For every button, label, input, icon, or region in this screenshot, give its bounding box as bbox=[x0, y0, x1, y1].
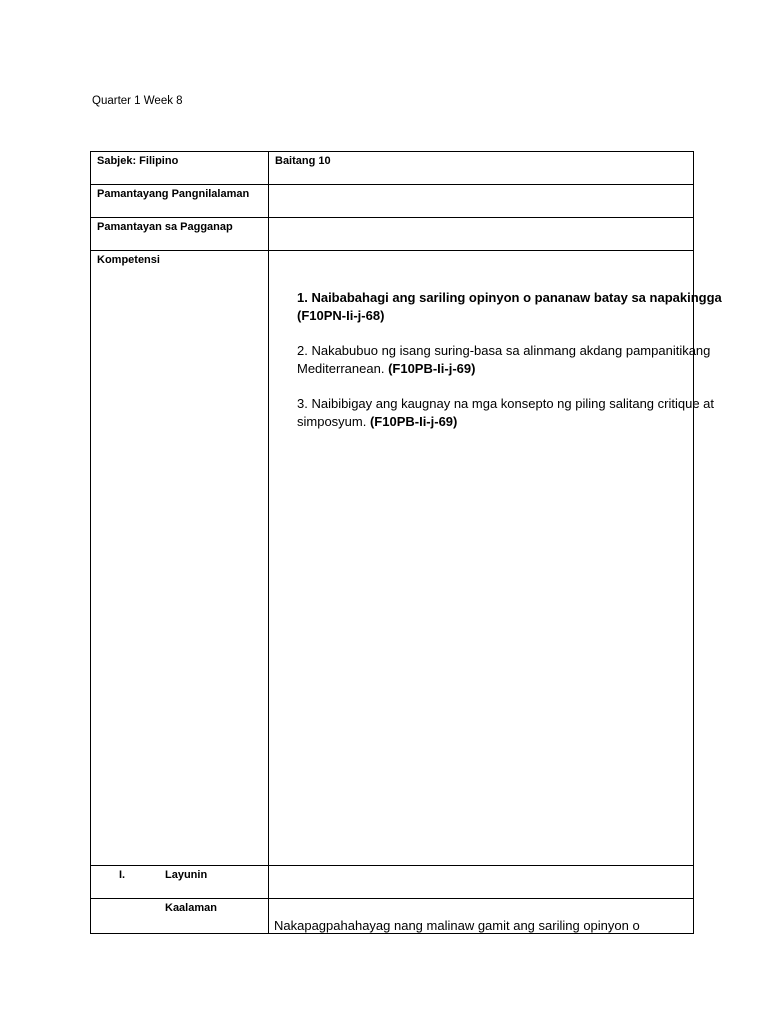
table-row-content-standard bbox=[91, 185, 694, 218]
competency-item-2-text2: Mediterranean. bbox=[297, 361, 389, 376]
content-standard-label: Pamantayang Pangnilalaman bbox=[91, 185, 269, 218]
knowledge-value-cell bbox=[269, 899, 694, 934]
competency-item-2 bbox=[297, 342, 768, 378]
page-heading: Quarter 1 Week 8 bbox=[92, 95, 183, 107]
table-row-subject bbox=[91, 152, 694, 185]
content-standard-value bbox=[269, 185, 694, 218]
knowledge-value: Nakapagpahahayag nang malinaw gamit ang sariling opinyon o bbox=[274, 918, 640, 933]
table-row-objectives bbox=[91, 866, 694, 899]
table-row-knowledge bbox=[91, 899, 694, 934]
competency-item-3-code: (F10PB-Ii-j-69) bbox=[369, 414, 458, 429]
grade-label: Baitang 10 bbox=[269, 152, 694, 185]
objectives-label: Layunin bbox=[165, 869, 208, 881]
competency-item-3-text: 3. Naibibigay ang kaugnay na mga konsepto ng piling salitang critique at bbox=[297, 396, 714, 411]
competency-item-2-line2 bbox=[297, 360, 768, 378]
competency-item-1 bbox=[297, 289, 768, 325]
competency-label: Kompetensi bbox=[91, 251, 269, 866]
competency-item-3 bbox=[297, 395, 768, 431]
objectives-value bbox=[269, 866, 694, 899]
performance-standard-label: Pamantayan sa Pagganap bbox=[91, 218, 269, 251]
table-row-performance-standard bbox=[91, 218, 694, 251]
knowledge-label: Kaalaman bbox=[165, 902, 217, 914]
competency-item-1-text: 1. Naibabahagi ang sariling opinyon o pananaw batay sa napakingga bbox=[297, 290, 722, 305]
competency-item-3-text2: simposyum. bbox=[297, 414, 370, 429]
competency-item-2-code: (F10PB-Ii-j-69) bbox=[388, 361, 476, 376]
competency-cell bbox=[269, 251, 722, 866]
objectives-label-cell bbox=[91, 866, 269, 899]
lesson-plan-table bbox=[90, 151, 722, 934]
performance-standard-value bbox=[269, 218, 694, 251]
objectives-number: I. bbox=[119, 869, 126, 881]
table-row-competency bbox=[91, 251, 694, 866]
subject-label: Sabjek: Filipino bbox=[91, 152, 269, 185]
competency-item-1-code: (F10PN-Ii-j-68) bbox=[297, 308, 385, 323]
competency-item-3-line2 bbox=[297, 413, 768, 431]
competency-item-2-text: 2. Nakabubuo ng isang suring-basa sa alinmang akdang pampanitikang bbox=[297, 343, 711, 358]
competency-list bbox=[297, 289, 768, 448]
knowledge-label-cell bbox=[91, 899, 269, 934]
